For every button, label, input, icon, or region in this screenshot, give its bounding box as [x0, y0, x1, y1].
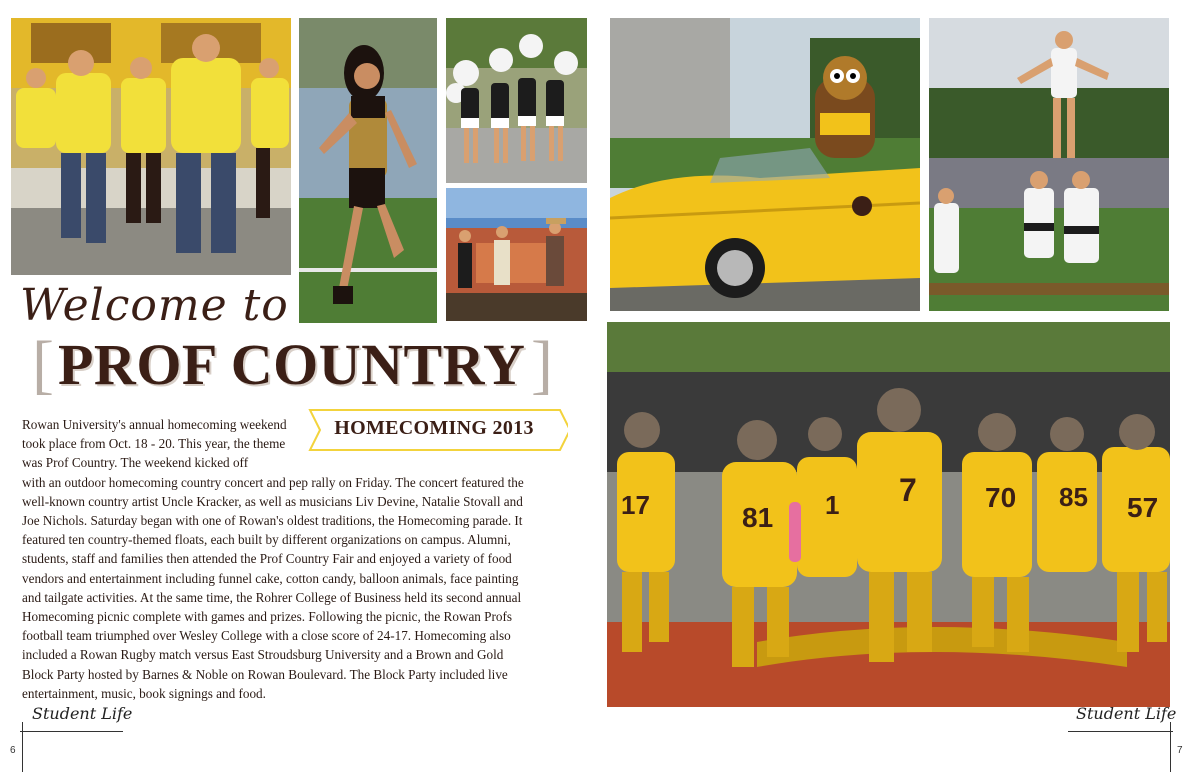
photo-mascot-yellow-car: [610, 18, 920, 311]
photo-dance-team-member: [299, 18, 437, 323]
bracket-close: ]: [531, 328, 553, 401]
footer-rule-right-vertical: [1170, 722, 1171, 772]
page-number-left: 6: [10, 745, 16, 756]
jersey-number: 17: [621, 490, 650, 520]
headline-welcome: Welcome to: [20, 280, 289, 331]
footer-section-left: Student Life: [32, 704, 133, 723]
article-rest: with an outdoor homecoming country concert and pep rally on Friday. The concert featured the well-known country artist Uncle Kracker, as well as musicians Liv Devine, Natalie Stovall and Joe Nichols. Saturday began with one of Rowan's oldest traditions, the Homecoming parade. It featured ten country-themed floats, each built by different organizations on campus. Alumni, students, staff and families then attended the Prof Country Fair and enjoyed a variety of food vendors and entertainment including funnel cake, cotton candy, balloon animals, face painting and tailgate activities. At the same time, the Rohrer College of Business held its second annual Homecoming picnic complete with games and prizes. Following the picnic, the Rowan Profs football team triumphed over Wesley College with a close score of 24-17. Homecoming also included a Rowan Rugby match versus East Stroudsburg University and a Brown and Gold Block Party hosted by Barnes & Noble on Rowan Boulevard. The Block Party included live entertainment, music, book signings and food.: [22, 474, 524, 701]
photo-cheerleader-stunt: [929, 18, 1169, 311]
jersey-number: 70: [985, 482, 1017, 513]
banner-label: HOMECOMING 2013: [334, 417, 534, 439]
jersey-number: 81: [742, 502, 774, 533]
headline-main-wrap: [32, 328, 553, 401]
footer-rule-right-horizontal: [1068, 731, 1173, 732]
article-body: [22, 415, 534, 703]
photo-stage-performers: [446, 188, 587, 321]
footer-rule-left-horizontal: [20, 731, 123, 732]
footer-rule-left-vertical: [22, 722, 23, 772]
bracket-open: [: [32, 328, 54, 401]
photo-cheerleaders-pom-poms: [446, 18, 587, 183]
article-lead: Rowan University's annual homecoming weekend took place from Oct. 18 - 20. This year, the theme was Prof Country. The weekend kicked off: [22, 417, 287, 471]
headline-main: PROF COUNTRY: [58, 332, 526, 397]
photo-dancers-yellow-hoodies: [11, 18, 291, 275]
jersey-numbers: [607, 322, 1170, 707]
page-number-right: 7: [1177, 745, 1183, 756]
jersey-number: 1: [825, 490, 840, 520]
jersey-number: 7: [899, 472, 917, 508]
jersey-number: 57: [1127, 492, 1159, 523]
footer-section-right: Student Life: [1076, 704, 1177, 723]
jersey-number: 85: [1059, 482, 1088, 512]
